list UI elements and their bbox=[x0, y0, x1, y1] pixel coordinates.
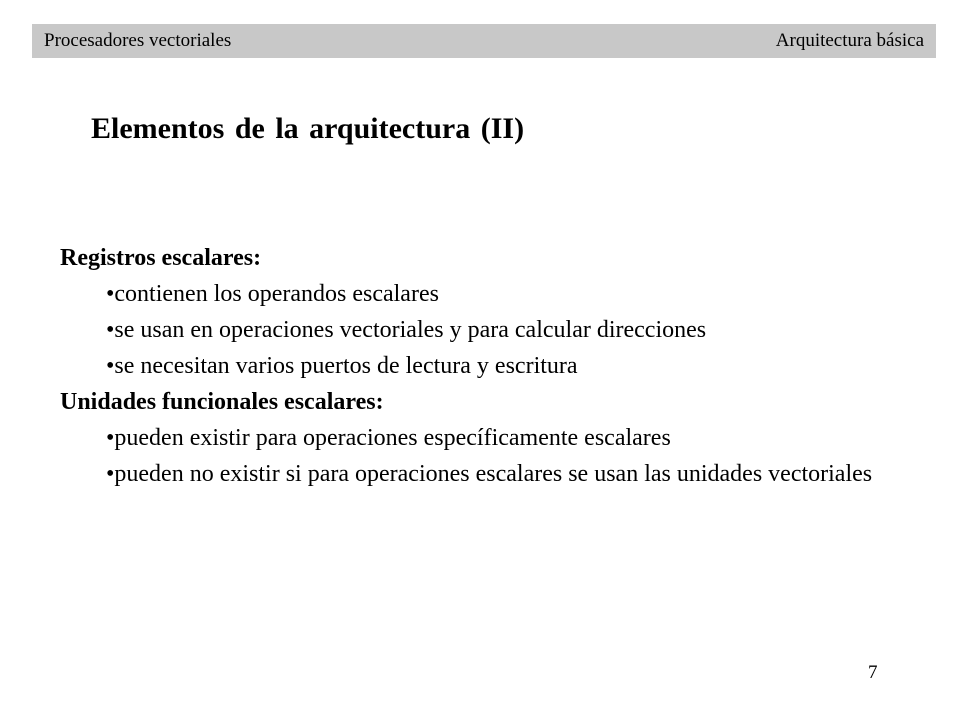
bullet-text: se usan en operaciones vectoriales y para calcular direcciones bbox=[114, 317, 707, 343]
section-heading: Registros escalares: bbox=[60, 245, 262, 271]
section-heading: Unidades funcionales escalares: bbox=[60, 389, 384, 415]
section-registros-escalares bbox=[60, 240, 930, 384]
bullet-dot: • bbox=[106, 353, 115, 379]
section-unidades-funcionales-escalares bbox=[60, 384, 930, 492]
slide-content bbox=[60, 240, 930, 492]
bullet-item bbox=[60, 276, 930, 312]
slide-title: Elementos de la arquitectura (II) bbox=[91, 112, 525, 145]
bullet-dot: • bbox=[106, 281, 115, 307]
bullet-text: pueden no existir si para operaciones escalares se usan las unidades vectoriales bbox=[114, 461, 873, 487]
bullet-item bbox=[60, 456, 906, 492]
page-number: 7 bbox=[868, 662, 878, 683]
bullet-list bbox=[60, 420, 930, 492]
bullet-list bbox=[60, 276, 930, 384]
header-left-label: Procesadores vectoriales bbox=[44, 30, 232, 51]
bullet-dot: • bbox=[106, 425, 115, 451]
header-right-label: Arquitectura básica bbox=[775, 30, 924, 51]
header-bar bbox=[32, 24, 936, 58]
bullet-item bbox=[60, 420, 930, 456]
bullet-dot: • bbox=[106, 461, 115, 487]
bullet-item bbox=[60, 348, 930, 384]
bullet-text: contienen los operandos escalares bbox=[114, 281, 439, 307]
bullet-dot: • bbox=[106, 317, 115, 343]
bullet-text: pueden existir para operaciones específicamente escalares bbox=[114, 425, 671, 451]
bullet-item bbox=[60, 312, 930, 348]
bullet-text: se necesitan varios puertos de lectura y escritura bbox=[114, 353, 578, 379]
